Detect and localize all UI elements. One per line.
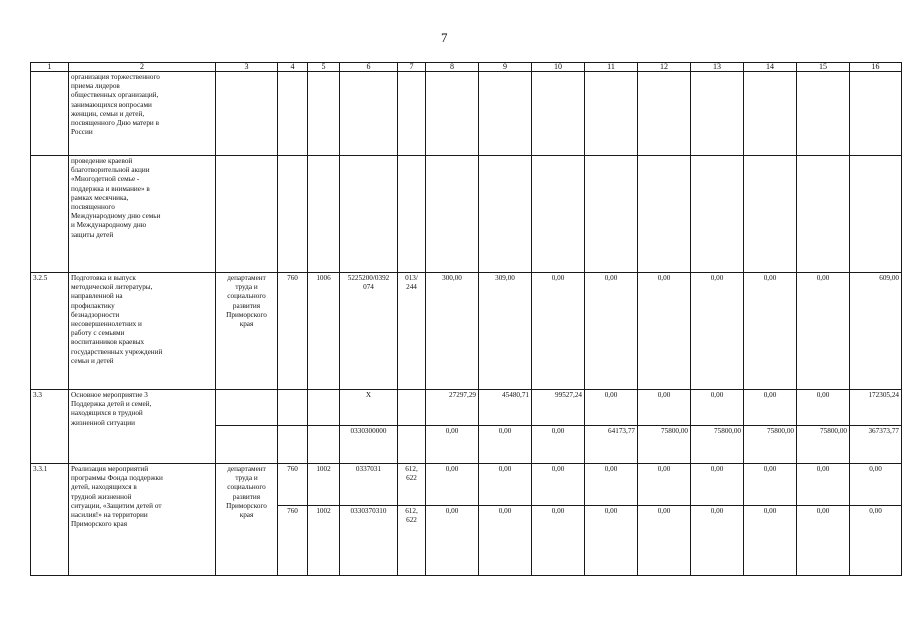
value-cell: 0,00 <box>638 390 691 426</box>
header-cell: 16 <box>850 63 902 72</box>
value-cell: 0,00 <box>691 390 744 426</box>
value-cell: 0,00 <box>638 464 691 506</box>
rzpr-cell: 1002 <box>308 464 340 506</box>
value-cell: 0,00 <box>638 506 691 576</box>
num-cell: 3.2.5 <box>31 273 69 390</box>
empty-cell <box>308 426 340 464</box>
grbs-cell: 760 <box>278 273 308 390</box>
value-cell: 0,00 <box>691 506 744 576</box>
empty-cell <box>426 156 479 273</box>
activity-name: Реализация мероприятий программы Фонда поддержки детей, находящихся в трудной жизненной ситуации, «Защитим детей от насилия!» на территории Приморского края <box>69 464 216 576</box>
value-cell: 0,00 <box>479 426 532 464</box>
executor-cell: департамент труда и социального развития Приморского края <box>216 273 278 390</box>
empty-cell <box>216 156 278 273</box>
csr-cell: X <box>340 390 398 426</box>
empty-cell <box>744 156 797 273</box>
empty-cell <box>532 156 585 273</box>
value-cell: 45480,71 <box>479 390 532 426</box>
value-cell: 0,00 <box>691 464 744 506</box>
grbs-cell: 760 <box>278 506 308 576</box>
header-cell: 9 <box>479 63 532 72</box>
table-row <box>31 273 902 390</box>
value-cell: 0,00 <box>426 506 479 576</box>
value-cell: 0,00 <box>585 390 638 426</box>
empty-cell <box>585 156 638 273</box>
value-cell: 99527,24 <box>532 390 585 426</box>
header-cell: 3 <box>216 63 278 72</box>
vr-cell: 612, 622 <box>398 464 426 506</box>
num-cell: 3.3 <box>31 390 69 464</box>
csr-cell: 0330370310 <box>340 506 398 576</box>
executor-cell: департамент труда и социального развития Приморского края <box>216 464 278 576</box>
csr-cell: 0337031 <box>340 464 398 506</box>
empty-cell <box>216 72 278 156</box>
table-row <box>31 464 902 506</box>
value-cell: 27297,29 <box>426 390 479 426</box>
value-cell: 367373,77 <box>850 426 902 464</box>
header-cell: 4 <box>278 63 308 72</box>
empty-cell <box>638 156 691 273</box>
empty-cell <box>850 72 902 156</box>
empty-cell <box>398 156 426 273</box>
rzpr-cell: 1006 <box>308 273 340 390</box>
value-cell: 0,00 <box>479 464 532 506</box>
value-cell: 0,00 <box>691 273 744 390</box>
empty-cell <box>426 72 479 156</box>
header-cell: 12 <box>638 63 691 72</box>
empty-cell <box>308 390 340 426</box>
empty-cell <box>278 390 308 426</box>
table-row <box>31 72 902 156</box>
num-cell <box>31 156 69 273</box>
empty-cell <box>479 72 532 156</box>
value-cell: 0,00 <box>744 464 797 506</box>
value-cell: 64173,77 <box>585 426 638 464</box>
value-cell: 0,00 <box>532 426 585 464</box>
empty-cell <box>744 72 797 156</box>
empty-cell <box>278 156 308 273</box>
value-cell: 0,00 <box>744 506 797 576</box>
header-cell: 10 <box>532 63 585 72</box>
budget-table <box>30 62 902 576</box>
empty-cell <box>638 72 691 156</box>
empty-cell <box>585 72 638 156</box>
value-cell: 300,00 <box>426 273 479 390</box>
header-cell: 15 <box>797 63 850 72</box>
grbs-cell: 760 <box>278 464 308 506</box>
value-cell: 0,00 <box>426 426 479 464</box>
empty-cell <box>691 156 744 273</box>
value-cell: 0,00 <box>479 506 532 576</box>
empty-cell <box>216 426 278 464</box>
activity-name: Основное мероприятие 3 Поддержка детей и семей, находящихся в трудной жизненной ситуации <box>69 390 216 464</box>
csr-cell: 5225200/0392 074 <box>340 273 398 390</box>
header-cell: 14 <box>744 63 797 72</box>
value-cell: 0,00 <box>585 506 638 576</box>
value-cell: 309,00 <box>479 273 532 390</box>
empty-cell <box>340 72 398 156</box>
value-cell: 0,00 <box>585 464 638 506</box>
value-cell: 75800,00 <box>638 426 691 464</box>
value-cell: 172305,24 <box>850 390 902 426</box>
empty-cell <box>278 72 308 156</box>
header-cell: 6 <box>340 63 398 72</box>
value-cell: 0,00 <box>850 506 902 576</box>
value-cell: 75800,00 <box>744 426 797 464</box>
header-row <box>31 63 902 72</box>
value-cell: 0,00 <box>744 273 797 390</box>
value-cell: 0,00 <box>744 390 797 426</box>
table-row <box>31 390 902 426</box>
empty-cell <box>532 72 585 156</box>
empty-cell <box>691 72 744 156</box>
header-cell: 5 <box>308 63 340 72</box>
header-cell: 1 <box>31 63 69 72</box>
value-cell: 0,00 <box>797 464 850 506</box>
empty-cell <box>850 156 902 273</box>
empty-cell <box>340 156 398 273</box>
empty-cell <box>398 72 426 156</box>
header-cell: 2 <box>69 63 216 72</box>
num-cell <box>31 72 69 156</box>
value-cell: 0,00 <box>638 273 691 390</box>
value-cell: 609,00 <box>850 273 902 390</box>
header-cell: 7 <box>398 63 426 72</box>
vr-cell: 612, 622 <box>398 506 426 576</box>
empty-cell <box>398 390 426 426</box>
value-cell: 0,00 <box>797 506 850 576</box>
header-cell: 11 <box>585 63 638 72</box>
value-cell: 0,00 <box>532 273 585 390</box>
page-number: 7 <box>441 30 448 45</box>
value-cell: 0,00 <box>797 390 850 426</box>
value-cell: 0,00 <box>585 273 638 390</box>
value-cell: 0,00 <box>532 464 585 506</box>
header-cell: 13 <box>691 63 744 72</box>
empty-cell <box>797 156 850 273</box>
empty-cell <box>278 426 308 464</box>
empty-cell <box>308 156 340 273</box>
vr-cell: 013/ 244 <box>398 273 426 390</box>
value-cell: 0,00 <box>850 464 902 506</box>
value-cell: 75800,00 <box>797 426 850 464</box>
header-cell: 8 <box>426 63 479 72</box>
empty-cell <box>479 156 532 273</box>
table-row <box>31 156 902 273</box>
activity-name: проведение краевой благотворительной акции «Многодетной семье - поддержка и внимание» в рамках месячника, посвященного Международному дню семьи и Международному дню защиты детей <box>69 156 216 273</box>
value-cell: 0,00 <box>797 273 850 390</box>
value-cell: 75800,00 <box>691 426 744 464</box>
activity-name: Подготовка и выпуск методической литературы, направленной на профилактику безнадзорности несовершеннолетних и работу с семьями воспитанников краевых государственных учреждений семьи и детей <box>69 273 216 390</box>
empty-cell <box>398 426 426 464</box>
value-cell: 0,00 <box>426 464 479 506</box>
num-cell: 3.3.1 <box>31 464 69 576</box>
csr-cell: 0330300000 <box>340 426 398 464</box>
value-cell: 0,00 <box>532 506 585 576</box>
empty-cell <box>797 72 850 156</box>
activity-name: организация торжественного приема лидеров общественных организаций, занимающихся вопросами женщин, семьи и детей, посвященного Дню матери в России <box>69 72 216 156</box>
rzpr-cell: 1002 <box>308 506 340 576</box>
empty-cell <box>308 72 340 156</box>
empty-cell <box>216 390 278 426</box>
